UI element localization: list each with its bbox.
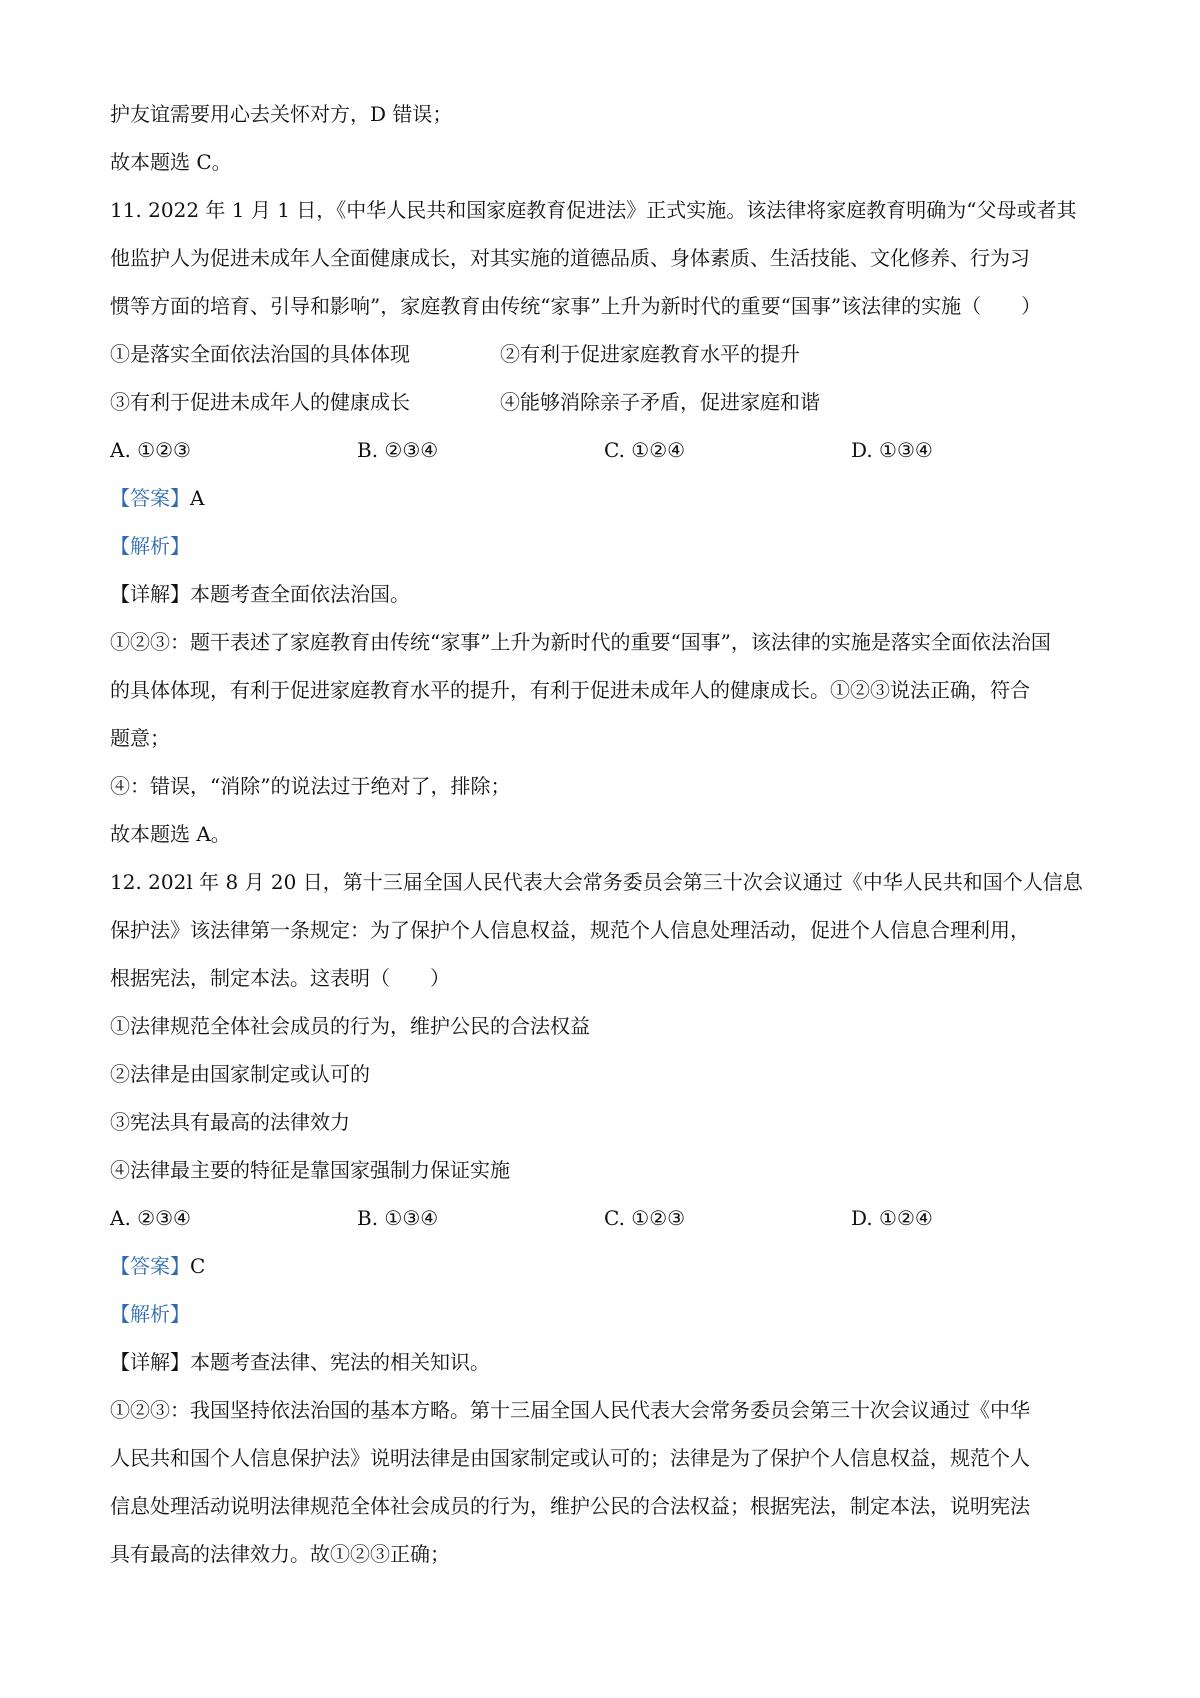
- q11-explanation-line: 题意；: [110, 726, 170, 750]
- q11-answer-value: A: [190, 486, 205, 510]
- q12-stem-line: 保护法》该法律第一条规定：为了保护个人信息权益，规范个人信息处理活动，促进个人信息合理利用，: [110, 918, 1030, 942]
- q12-detail-label: 【详解】: [110, 1350, 190, 1374]
- q12-explanation-line: 具有最高的法律效力。故①②③正确；: [110, 1542, 450, 1566]
- q12-statement-4: ④法律最主要的特征是靠国家强制力保证实施: [110, 1158, 510, 1182]
- q12-answer-label: 【答案】: [110, 1254, 190, 1278]
- q11-statements-row: [110, 330, 1100, 378]
- q11-stem-line: 他监护人为促进未成年人全面健康成长，对其实施的道德品质、身体素质、生活技能、文化修养、行为习: [110, 246, 1030, 270]
- q11-answer: [110, 474, 1100, 522]
- q11-option-b: B. ②③④: [357, 438, 439, 462]
- prev-conclusion: 故本题选 C。: [110, 150, 232, 174]
- q11-option-d: D. ①③④: [851, 438, 933, 462]
- q12-options: [110, 1194, 1100, 1242]
- q11-explanation-line: ④：错误，“消除”的说法过于绝对了，排除；: [110, 774, 511, 798]
- q12-option-a: A. ②③④: [110, 1206, 191, 1230]
- q12-detail-intro: 本题考查法律、宪法的相关知识。: [190, 1350, 490, 1374]
- q11-stem-line: 惯等方面的培育、引导和影响”，家庭教育由传统“家事”上升为新时代的重要“国事”该法律的实施（ ）: [110, 294, 1042, 318]
- q12-analysis-label: 【解析】: [110, 1302, 190, 1326]
- q12-stem-line: 12. 202l 年 8 月 20 日，第十三届全国人民代表大会常务委员会第三十次会议通过《中华人民共和国个人信息: [110, 870, 1083, 894]
- q11-options: [110, 426, 1100, 474]
- q12-statement-2: ②法律是由国家制定或认可的: [110, 1062, 370, 1086]
- q11-answer-label: 【答案】: [110, 486, 190, 510]
- q12-option-c: C. ①②③: [604, 1206, 686, 1230]
- q11-option-c: C. ①②④: [604, 438, 686, 462]
- q11-statement-1: ①是落实全面依法治国的具体体现: [110, 342, 410, 366]
- q11-detail-label: 【详解】: [110, 582, 190, 606]
- q11-detail: [110, 570, 1100, 618]
- q11-statements-row: [110, 378, 1100, 426]
- q12-analysis: [110, 1290, 1100, 1338]
- q12-explanation-line: 人民共和国个人信息保护法》说明法律是由国家制定或认可的；法律是为了保护个人信息权益，规范个人: [110, 1446, 1030, 1470]
- q12-statement-1: ①法律规范全体社会成员的行为，维护公民的合法权益: [110, 1014, 590, 1038]
- q11-explanation-line: ①②③：题干表述了家庭教育由传统“家事”上升为新时代的重要“国事”，该法律的实施是落实全面依法治国: [110, 630, 1051, 654]
- q11-option-a: A. ①②③: [110, 438, 191, 462]
- q11-detail-intro: 本题考查全面依法治国。: [190, 582, 410, 606]
- q12-explanation-line: ①②③：我国坚持依法治国的基本方略。第十三届全国人民代表大会常务委员会第三十次会议通过《中华: [110, 1398, 1030, 1422]
- q11-statement-4: ④能够消除亲子矛盾，促进家庭和谐: [500, 390, 820, 414]
- q12-answer: [110, 1242, 1100, 1290]
- q11-conclusion: 故本题选 A。: [110, 822, 231, 846]
- page-content: [110, 90, 1100, 1578]
- q11-analysis-label: 【解析】: [110, 534, 190, 558]
- q12-option-d: D. ①②④: [851, 1206, 933, 1230]
- q12-option-b: B. ①③④: [357, 1206, 439, 1230]
- question-12: [110, 858, 1100, 1578]
- q12-stem-line: 根据宪法，制定本法。这表明（ ）: [110, 966, 450, 990]
- q11-statement-3: ③有利于促进未成年人的健康成长: [110, 390, 410, 414]
- prev-explanation-line: 护友谊需要用心去关怀对方，D 错误；: [110, 102, 453, 126]
- q11-explanation-line: 的具体体现，有利于促进家庭教育水平的提升，有利于促进未成年人的健康成长。①②③说法正确，符合: [110, 678, 1030, 702]
- q12-detail: [110, 1338, 1100, 1386]
- q11-analysis: [110, 522, 1100, 570]
- q12-explanation-line: 信息处理活动说明法律规范全体社会成员的行为，维护公民的合法权益；根据宪法，制定本法，说明宪法: [110, 1494, 1030, 1518]
- q11-stem-line: 11. 2022 年 1 月 1 日，《中华人民共和国家庭教育促进法》正式实施。该法律将家庭教育明确为“父母或者其: [110, 198, 1077, 222]
- q11-statement-2: ②有利于促进家庭教育水平的提升: [500, 342, 800, 366]
- q12-statement-3: ③宪法具有最高的法律效力: [110, 1110, 350, 1134]
- question-11: [110, 186, 1100, 858]
- q12-answer-value: C: [190, 1254, 206, 1278]
